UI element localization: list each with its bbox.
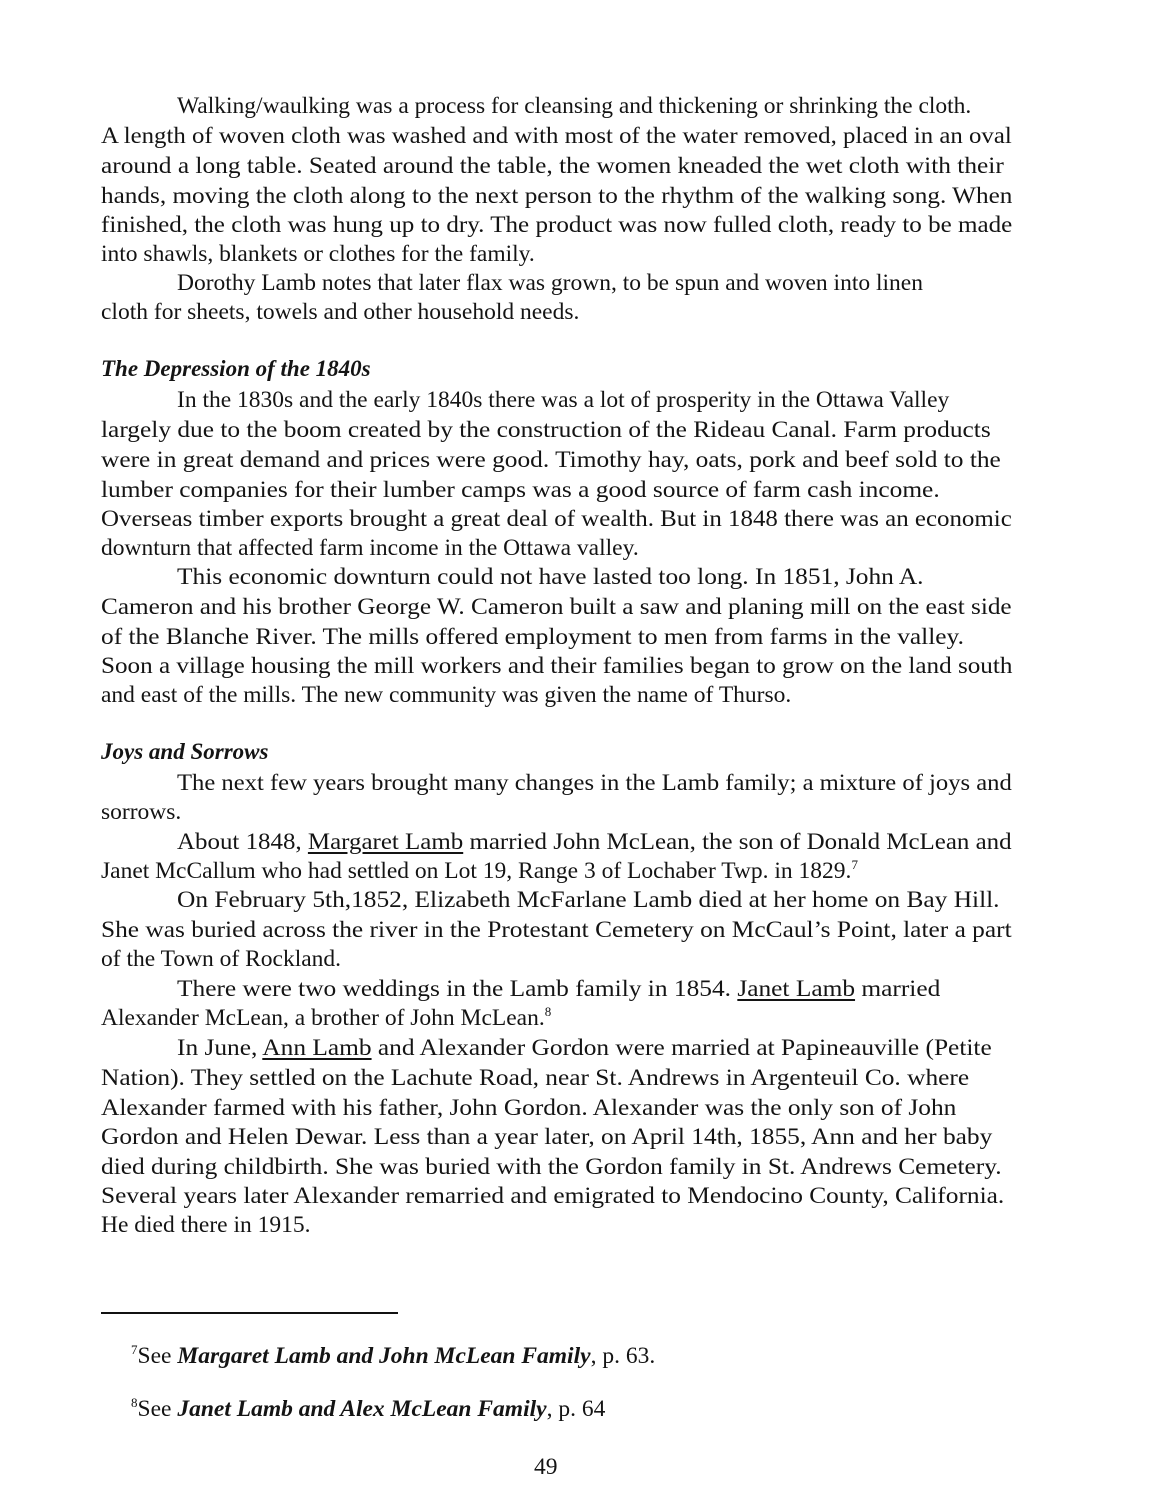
footnote-ref[interactable]: 8 bbox=[544, 1004, 552, 1019]
text-line: finished, the cloth was hung up to dry. The product was now fulled cloth, ready to be made bbox=[101, 212, 1013, 238]
text-line: downturn that affected farm income in the Ottawa valley. bbox=[101, 535, 639, 561]
footnote-title: Margaret Lamb and John McLean Family bbox=[177, 1343, 591, 1369]
text-line: around a long table. Seated around the table, the women kneaded the wet cloth with their bbox=[101, 153, 1004, 179]
text-line: Gordon and Helen Dewar. Less than a year later, on April 14th, 1855, Ann and her baby bbox=[101, 1124, 993, 1150]
section-heading: The Depression of the 1840s bbox=[101, 356, 371, 381]
text-line: In the 1830s and the early 1840s there was a lot of prosperity in the Ottawa Valley bbox=[177, 387, 950, 413]
text-line: largely due to the boom created by the construction of the Rideau Canal. Farm products bbox=[101, 417, 991, 443]
text-line: died during childbirth. She was buried with the Gordon family in St. Andrews Cemetery. bbox=[101, 1154, 1002, 1180]
text-line: The next few years brought many changes in the Lamb family; a mixture of joys and bbox=[177, 770, 1012, 796]
footnote-number: 7 bbox=[131, 1342, 138, 1357]
text-line: into shawls, blankets or clothes for the family. bbox=[101, 241, 535, 267]
text-line: Walking/waulking was a process for cleansing and thickening or shrinking the cloth. bbox=[177, 93, 972, 119]
page-number: 49 bbox=[534, 1454, 558, 1480]
underlined-name: Ann Lamb bbox=[262, 1035, 372, 1061]
text-line: He died there in 1915. bbox=[101, 1212, 311, 1238]
footnote-ref[interactable]: 7 bbox=[851, 857, 858, 872]
text-line: Janet McCallum who had settled on Lot 19, Range 3 of Lochaber Twp. in 1829.$^7$ bbox=[101, 857, 858, 884]
text-line: sorrows. bbox=[101, 799, 182, 825]
footnote-title: Janet Lamb and Alex McLean Family bbox=[177, 1396, 547, 1422]
text-line: cloth for sheets, towels and other household needs. bbox=[101, 299, 580, 325]
text-line: Alexander McLean, a brother of John McLean.$^8$ bbox=[101, 1004, 552, 1031]
section-heading: Joys and Sorrows bbox=[101, 739, 269, 764]
underlined-name: Margaret Lamb bbox=[307, 829, 464, 855]
text-line: About 1848, Margaret Lamb married John McLean, the son of Donald McLean and bbox=[177, 829, 1012, 855]
footnote-number: 8 bbox=[131, 1395, 138, 1410]
text-line: of the Blanche River. The mills offered employment to men from farms in the valley. bbox=[101, 624, 964, 650]
text-line: In June, Ann Lamb and Alexander Gordon were married at Papineauville (Petite bbox=[177, 1035, 992, 1061]
text-line: and east of the mills. The new community was given the name of Thurso. bbox=[101, 682, 792, 708]
text-line: hands, moving the cloth along to the next person to the rhythm of the walking song. When bbox=[101, 183, 1013, 209]
footnote-7: $^7$See Margaret Lamb and John McLean Family, p. 63. bbox=[131, 1342, 656, 1369]
text-line: of the Town of Rockland. bbox=[101, 946, 342, 972]
text-line: She was buried across the river in the Protestant Cemetery on McCaul’s Point, later a part bbox=[101, 917, 1012, 943]
text-line: Alexander farmed with his father, John Gordon. Alexander was the only son of John bbox=[101, 1095, 957, 1121]
text-line: Overseas timber exports brought a great deal of wealth. But in 1848 there was an economic bbox=[101, 506, 1012, 532]
text-line: Several years later Alexander remarried and emigrated to Mendocino County, California. bbox=[101, 1183, 1005, 1209]
footnote-divider bbox=[101, 1312, 398, 1314]
text-line: Nation). They settled on the Lachute Road, near St. Andrews in Argenteuil Co. where bbox=[101, 1065, 970, 1091]
text-line: This economic downturn could not have lasted too long. In 1851, John A. bbox=[177, 564, 924, 590]
text-line: Cameron and his brother George W. Cameron built a saw and planing mill on the east side bbox=[101, 594, 1012, 620]
text-line: lumber companies for their lumber camps was a good source of farm cash income. bbox=[101, 477, 940, 503]
text-line: were in great demand and prices were good. Timothy hay, oats, pork and beef sold to the bbox=[101, 447, 1001, 473]
text-line: There were two weddings in the Lamb family in 1854. Janet Lamb married bbox=[177, 976, 941, 1002]
underlined-name: Janet Lamb bbox=[737, 976, 856, 1002]
text-line: On February 5th,1852, Elizabeth McFarlane Lamb died at her home on Bay Hill. bbox=[177, 887, 1000, 913]
text-line: Dorothy Lamb notes that later flax was grown, to be spun and woven into linen bbox=[177, 270, 923, 296]
text-line: Soon a village housing the mill workers and their families began to grow on the land south bbox=[101, 653, 1013, 679]
footnote-8: $^8$See Janet Lamb and Alex McLean Family, p. 64 bbox=[131, 1395, 606, 1422]
text-line: A length of woven cloth was washed and with most of the water removed, placed in an oval bbox=[101, 123, 1012, 149]
